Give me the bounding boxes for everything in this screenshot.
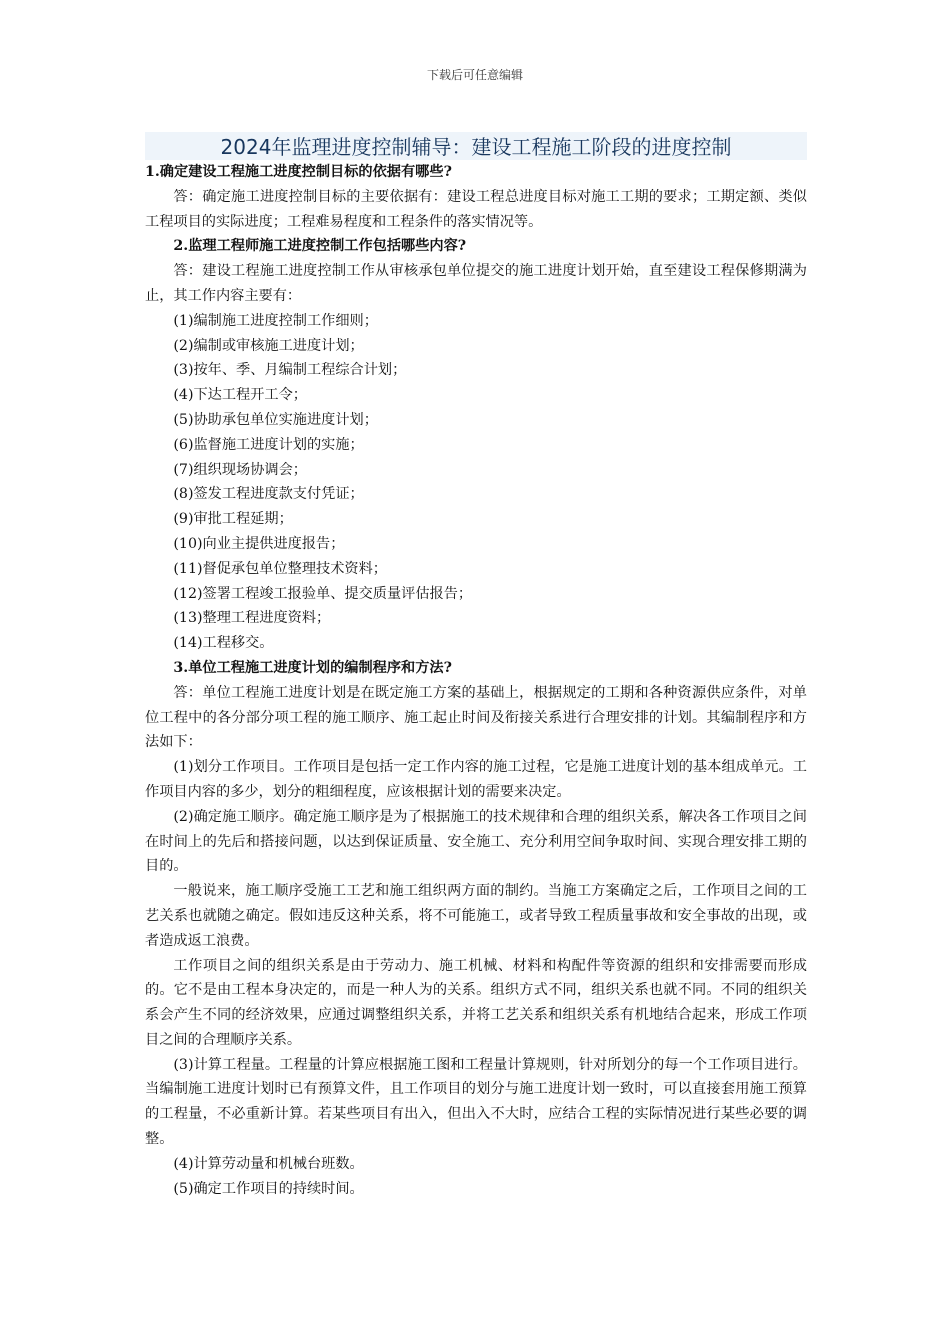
paragraph: 一般说来，施工顺序受施工工艺和施工组织两方面的制约。当施工方案确定之后，工作项目之间的工艺关系也就随之确定。假如违反这种关系，将不可能施工，或者导致工程质量事故和安全事故的出现，或者造成返工浪费。 bbox=[145, 883, 807, 949]
paragraph: (4)计算劳动量和机械台班数。 bbox=[173, 1155, 364, 1172]
list-item: (12)签署工程竣工报验单、提交质量评估报告； bbox=[173, 585, 473, 602]
list-item: (9)审批工程延期； bbox=[173, 511, 293, 528]
list-item: (4)下达工程开工令； bbox=[173, 387, 307, 404]
answer-1: 答：确定施工进度控制目标的主要依据有：建设工程总进度目标对施工工期的要求；工期定额、类似工程项目的实际进度；工程难易程度和工程条件的落实情况等。 bbox=[145, 188, 807, 230]
list-item: (13)整理工程进度资料； bbox=[173, 610, 331, 627]
paragraph: (1)划分工作项目。工作项目是包括一定工作内容的施工过程，它是施工进度计划的基本组成单元。工作项目内容的多少，划分的粗细程度，应该根据计划的需要来决定。 bbox=[145, 759, 807, 800]
question-3: 3.单位工程施工进度计划的编制程序和方法? bbox=[173, 659, 452, 676]
list-item: (2)编制或审核施工进度计划； bbox=[173, 337, 364, 354]
list-item: (1)编制施工进度控制工作细则； bbox=[173, 312, 378, 329]
question-2: 2.监理工程师施工进度控制工作包括哪些内容? bbox=[173, 238, 467, 255]
paragraph: (3)计算工程量。工程量的计算应根据施工图和工程量计算规则，针对所划分的每一个工作项目进行。当编制施工进度计划时已有预算文件，且工作项目的划分与施工进度计划一致时，可以直接套用施工预算的工程量，不必重新计算。若某些项目有出入，但出入不大时，应结合工程的实际情况进行某些必要的调整。 bbox=[145, 1056, 807, 1148]
document-title: 2024年监理进度控制辅导：建设工程施工阶段的进度控制 bbox=[145, 132, 807, 160]
header-note: 下载后可任意编辑 bbox=[426, 68, 523, 82]
paragraph: 工作项目之间的组织关系是由于劳动力、施工机械、材料和构配件等资源的组织和安排需要而形成的。它不是由工程本身决定的，而是一种人为的关系。组织方式不同，组织关系也就不同。不同的组织关系会产生不同的经济效果，应通过调整组织关系，并将工艺关系和组织关系有机地结合起来，形成工作项目之间的合理顺序关系。 bbox=[145, 957, 807, 1048]
list-item: (6)监督施工进度计划的实施； bbox=[173, 436, 364, 453]
paragraph: 答：单位工程施工进度计划是在既定施工方案的基础上，根据规定的工期和各种资源供应条件，对单位工程中的各分部分项工程的施工顺序、施工起止时间及衔接关系进行合理安排的计划。其编制程序和方法如下： bbox=[145, 684, 807, 751]
question-1: 1.确定建设工程施工进度控制目标的依据有哪些? bbox=[145, 164, 452, 180]
list-item: (7)组织现场协调会； bbox=[173, 461, 307, 478]
list-item: (8)签发工程进度款支付凭证； bbox=[173, 486, 364, 503]
answer-2: 答：建设工程施工进度控制工作从审核承包单位提交的施工进度计划开始，直至建设工程保修期满为止，其工作内容主要有： bbox=[145, 263, 807, 304]
list-item: (10)向业主提供进度报告； bbox=[173, 535, 345, 552]
list-item: (14)工程移交。 bbox=[173, 635, 274, 652]
list-item: (5)协助承包单位实施进度计划； bbox=[173, 411, 378, 428]
document-body bbox=[145, 132, 807, 1201]
list-item: (3)按年、季、月编制工程综合计划； bbox=[173, 362, 407, 379]
paragraph: (2)确定施工顺序。确定施工顺序是为了根据施工的技术规律和合理的组织关系，解决各工作项目之间在时间上的先后和搭接问题，以达到保证质量、安全施工、充分利用空间争取时间、实现合理安排工期的目的。 bbox=[145, 808, 807, 875]
list-item: (11)督促承包单位整理技术资料； bbox=[173, 560, 387, 577]
paragraph: (5)确定工作项目的持续时间。 bbox=[173, 1180, 364, 1197]
